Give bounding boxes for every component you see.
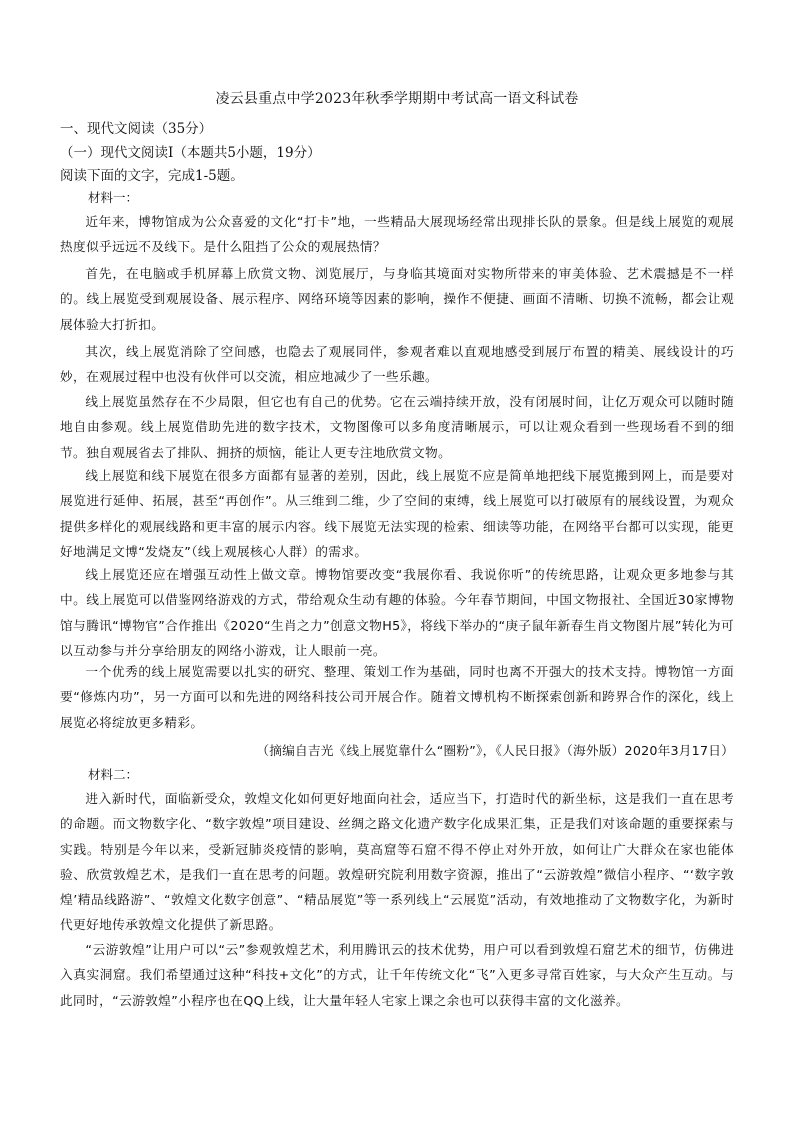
material-one-paragraph: 线上展览还应在增强互动性上做文章。博物馆要改变“我展你看、我说你听”的传统思路，让观众更多地参与其中。线上展览可以借鉴网络游戏的方式，带给观众生动有趣的体验。今年春节期间，中国文物报社、全国近30家博物馆与腾讯“博物官”合作推出《2020“生肖之力”创意文物H5》，将线下举办的“庚子鼠年新春生肖文物图片展”转化为可以互动参与并分享给朋友的网络小游戏，让人眼前一亮。 bbox=[60, 567, 734, 658]
material-one-paragraph: 线上展览和线下展览在很多方面都有显著的差别，因此，线上展览不应是简单地把线下展览搬到网上，而是要对展览进行延伸、拓展，甚至“再创作”。从三维到二维，少了空间的束缚，线上展览可以打破原有的展线设置，为观众提供多样化的观展线路和更丰富的展示内容。线下展览无法实现的检索、细读等功能，在网络平台都可以实现，能更好地满足文博“发烧友”（线上观展核心人群）的需求。 bbox=[60, 468, 734, 559]
material-one-paragraph: 线上展览虽然存在不少局限，但它也有自己的优势。它在云端持续开放，没有闭展时间，让亿万观众可以随时随地自由参观。线上展览借助先进的数字技术，文物图像可以多角度清晰展示，可以让观众看到一些现场看不到的细节。独自观展省去了排队、拥挤的烦恼，能让人更专注地欣赏文物。 bbox=[60, 394, 734, 460]
material-one-paragraph: 其次，线上展览消除了空间感，也隐去了观展同伴，参观者难以直观地感受到展厅布置的精美、展线设计的巧妙，在观展过程中也没有伙伴可以交流，相应地减少了一些乐趣。 bbox=[60, 344, 734, 385]
material-one-paragraph: 近年来，博物馆成为公众喜爱的文化“打卡”地，一些精品大展现场经常出现排长队的景象。但是线上展览的观展热度似乎远远不及线下。是什么阻挡了公众的观展热情？ bbox=[60, 214, 734, 255]
exam-title: 凌云县重点中学2023年秋季学期期中考试高一语文科试卷 bbox=[215, 91, 579, 107]
material-one-source: （摘编自吉光《线上展览靠什么“圈粉”》，《人民日报》（海外版）2020年3月17日） bbox=[256, 743, 734, 758]
material-one-label: 材料一： bbox=[88, 190, 139, 205]
material-two-paragraph: 进入新时代，面临新受众，敦煌文化如何更好地面向社会，适应当下，打造时代的新坐标，这是我们一直在思考的命题。而文物数字化、“数字敦煌”项目建设、丝绸之路文化遗产数字化成果汇集，正是我们对该命题的重要探索与实践。特别是今年以来，受新冠肺炎疫情的影响，莫高窟等石窟不得不停止对外开放，如何让广大群众在家也能体验、欣赏敦煌艺术，是我们一直在思考的问题。敦煌研究院利用数字资源，推出了“云游敦煌”微信小程序、“‘数字敦煌’精品线路游”、“敦煌文化数字创意”、“精品展览”等一系列线上“云展览”活动，有效地推动了文物数字化，为新时代更好地传承敦煌文化提供了新思路。 bbox=[60, 791, 734, 933]
reading-instruction: 阅读下面的文字，完成1-5题。 bbox=[60, 168, 244, 184]
material-one-paragraph: 首先，在电脑或手机屏幕上欣赏文物、浏览展厅，与身临其境面对实物所带来的审美体验、艺术震撼是不一样的。线上展览受到观展设备、展示程序、网络环境等因素的影响，操作不便捷、画面不清晰、切换不流畅，都会让观展体验大打折扣。 bbox=[60, 266, 734, 332]
material-two-paragraph: “云游敦煌”让用户可以“云”参观敦煌艺术，利用腾讯云的技术优势，用户可以看到敦煌石窟艺术的细节，仿佛进入真实洞窟。我们希望通过这种“科技+文化”的方式，让千年传统文化“飞”入更多寻常百姓家，与大众产生互动。与此同时，“云游敦煌”小程序也在QQ上线，让大量年轻人宅家上课之余也可以获得丰富的文化滋养。 bbox=[60, 942, 734, 1008]
material-one-paragraph: 一个优秀的线上展览需要以扎实的研究、整理、策划工作为基础，同时也离不开强大的技术支持。博物馆一方面要“修炼内功”，另一方面可以和先进的网络科技公司开展合作。随着文博机构不断探索创新和跨界合作的深化，线上展览必将绽放更多精彩。 bbox=[60, 664, 734, 730]
material-two-label: 材料二： bbox=[88, 767, 139, 782]
section-heading: 一、现代文阅读（35分） bbox=[60, 121, 213, 137]
subsection-heading: （一）现代文阅读Ⅰ（本题共5小题，19分） bbox=[60, 145, 321, 161]
